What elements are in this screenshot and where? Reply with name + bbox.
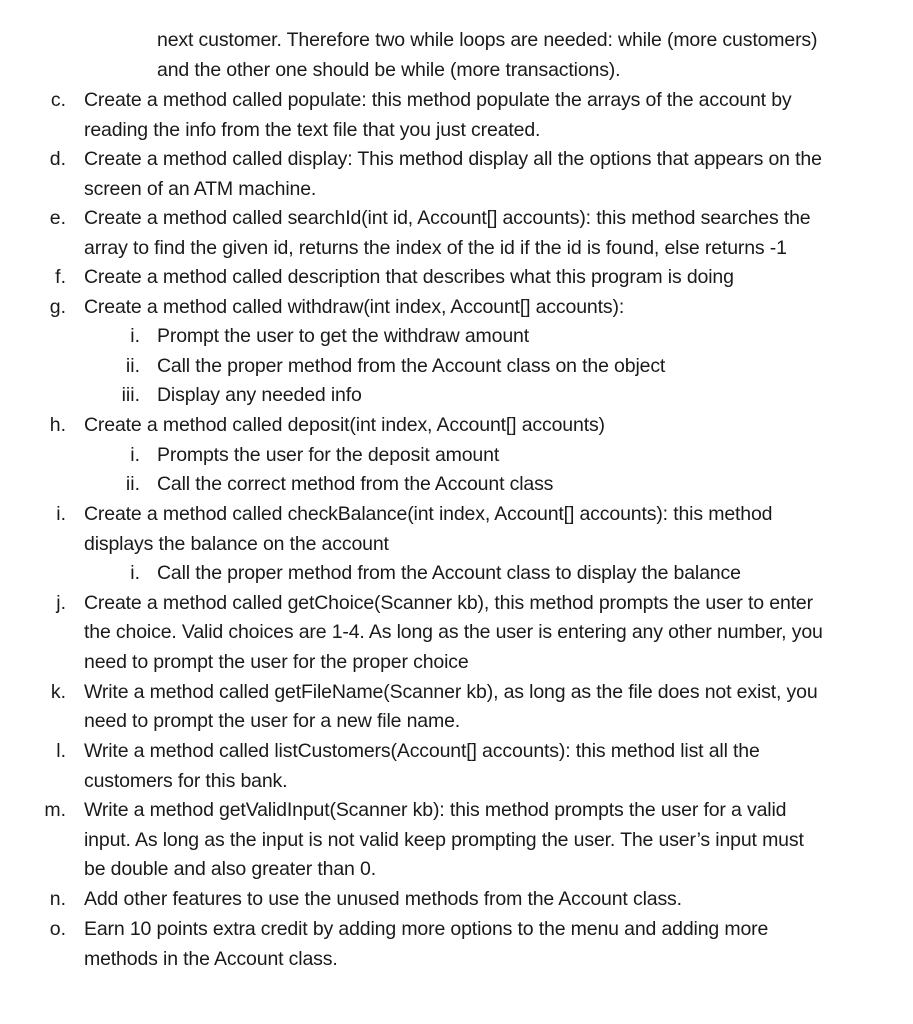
item-text: screen of an ATM machine. (84, 178, 317, 200)
subitem-text: Call the proper method from the Account class on the object (157, 355, 666, 377)
item-text: Create a method called checkBalance(int index, Account[] accounts): this method (84, 503, 773, 525)
item-label: f. (55, 266, 66, 288)
item-text: reading the info from the text file that you just created. (84, 119, 541, 141)
item-text: Add other features to use the unused methods from the Account class. (84, 888, 682, 910)
item-label: o. (49, 918, 66, 940)
item-text: Write a method getValidInput(Scanner kb): this method prompts the user for a valid (84, 799, 787, 821)
subitem-label: ii. (125, 355, 140, 377)
item-label: m. (44, 799, 66, 821)
item-label: l. (56, 740, 66, 762)
subitem-text: Call the correct method from the Account class (157, 473, 554, 495)
item-text: Create a method called deposit(int index, Account[] accounts) (84, 414, 605, 436)
subitem-text: Display any needed info (157, 384, 362, 406)
item-text: Create a method called populate: this method populate the arrays of the account by (84, 89, 792, 111)
item-text: Create a method called display: This method display all the options that appears on the (84, 148, 822, 170)
item-text: need to prompt the user for the proper choice (84, 651, 469, 673)
item-text: Create a method called getChoice(Scanner kb), this method prompts the user to enter (84, 592, 813, 614)
item-label: n. (49, 888, 66, 910)
subitem-text: Prompt the user to get the withdraw amount (157, 325, 529, 347)
item-text: the choice. Valid choices are 1-4. As long as the user is entering any other number, you (84, 621, 823, 643)
item-text: Create a method called description that describes what this program is doing (84, 266, 734, 288)
item-text: Earn 10 points extra credit by adding more options to the menu and adding more (84, 918, 769, 940)
continuation-line-2: and the other one should be while (more transactions). (157, 59, 621, 81)
continuation-line-1: next customer. Therefore two while loops are needed: while (more customers) (157, 29, 818, 51)
subitem-label: i. (130, 325, 140, 347)
subitem-label: i. (130, 562, 140, 584)
subitem-text: Prompts the user for the deposit amount (157, 444, 500, 466)
item-text: input. As long as the input is not valid keep prompting the user. The user’s input must (84, 829, 804, 851)
item-text: Create a method called withdraw(int index, Account[] accounts): (84, 296, 625, 318)
subitem-label: i. (130, 444, 140, 466)
item-text: array to find the given id, returns the index of the id if the id is found, else returns -1 (84, 237, 787, 259)
item-label: j. (56, 592, 66, 614)
item-label: k. (50, 681, 66, 703)
item-text: methods in the Account class. (84, 948, 338, 970)
item-text: Write a method called getFileName(Scanner kb), as long as the file does not exist, you (84, 681, 818, 703)
item-text: customers for this bank. (84, 770, 288, 792)
item-text: displays the balance on the account (84, 533, 389, 555)
item-text: be double and also greater than 0. (84, 858, 376, 880)
subitem-label: ii. (125, 473, 140, 495)
subitem-text: Call the proper method from the Account class to display the balance (157, 562, 741, 584)
item-label: e. (49, 207, 66, 229)
item-label: i. (56, 503, 66, 525)
item-label: h. (49, 414, 66, 436)
subitem-label: iii. (121, 384, 140, 406)
item-label: g. (49, 296, 66, 318)
item-text: Write a method called listCustomers(Account[] accounts): this method list all the (84, 740, 760, 762)
item-label: d. (49, 148, 66, 170)
item-text: Create a method called searchId(int id, Account[] accounts): this method searches the (84, 207, 811, 229)
item-label: c. (50, 89, 66, 111)
item-text: need to prompt the user for a new file name. (84, 710, 461, 732)
